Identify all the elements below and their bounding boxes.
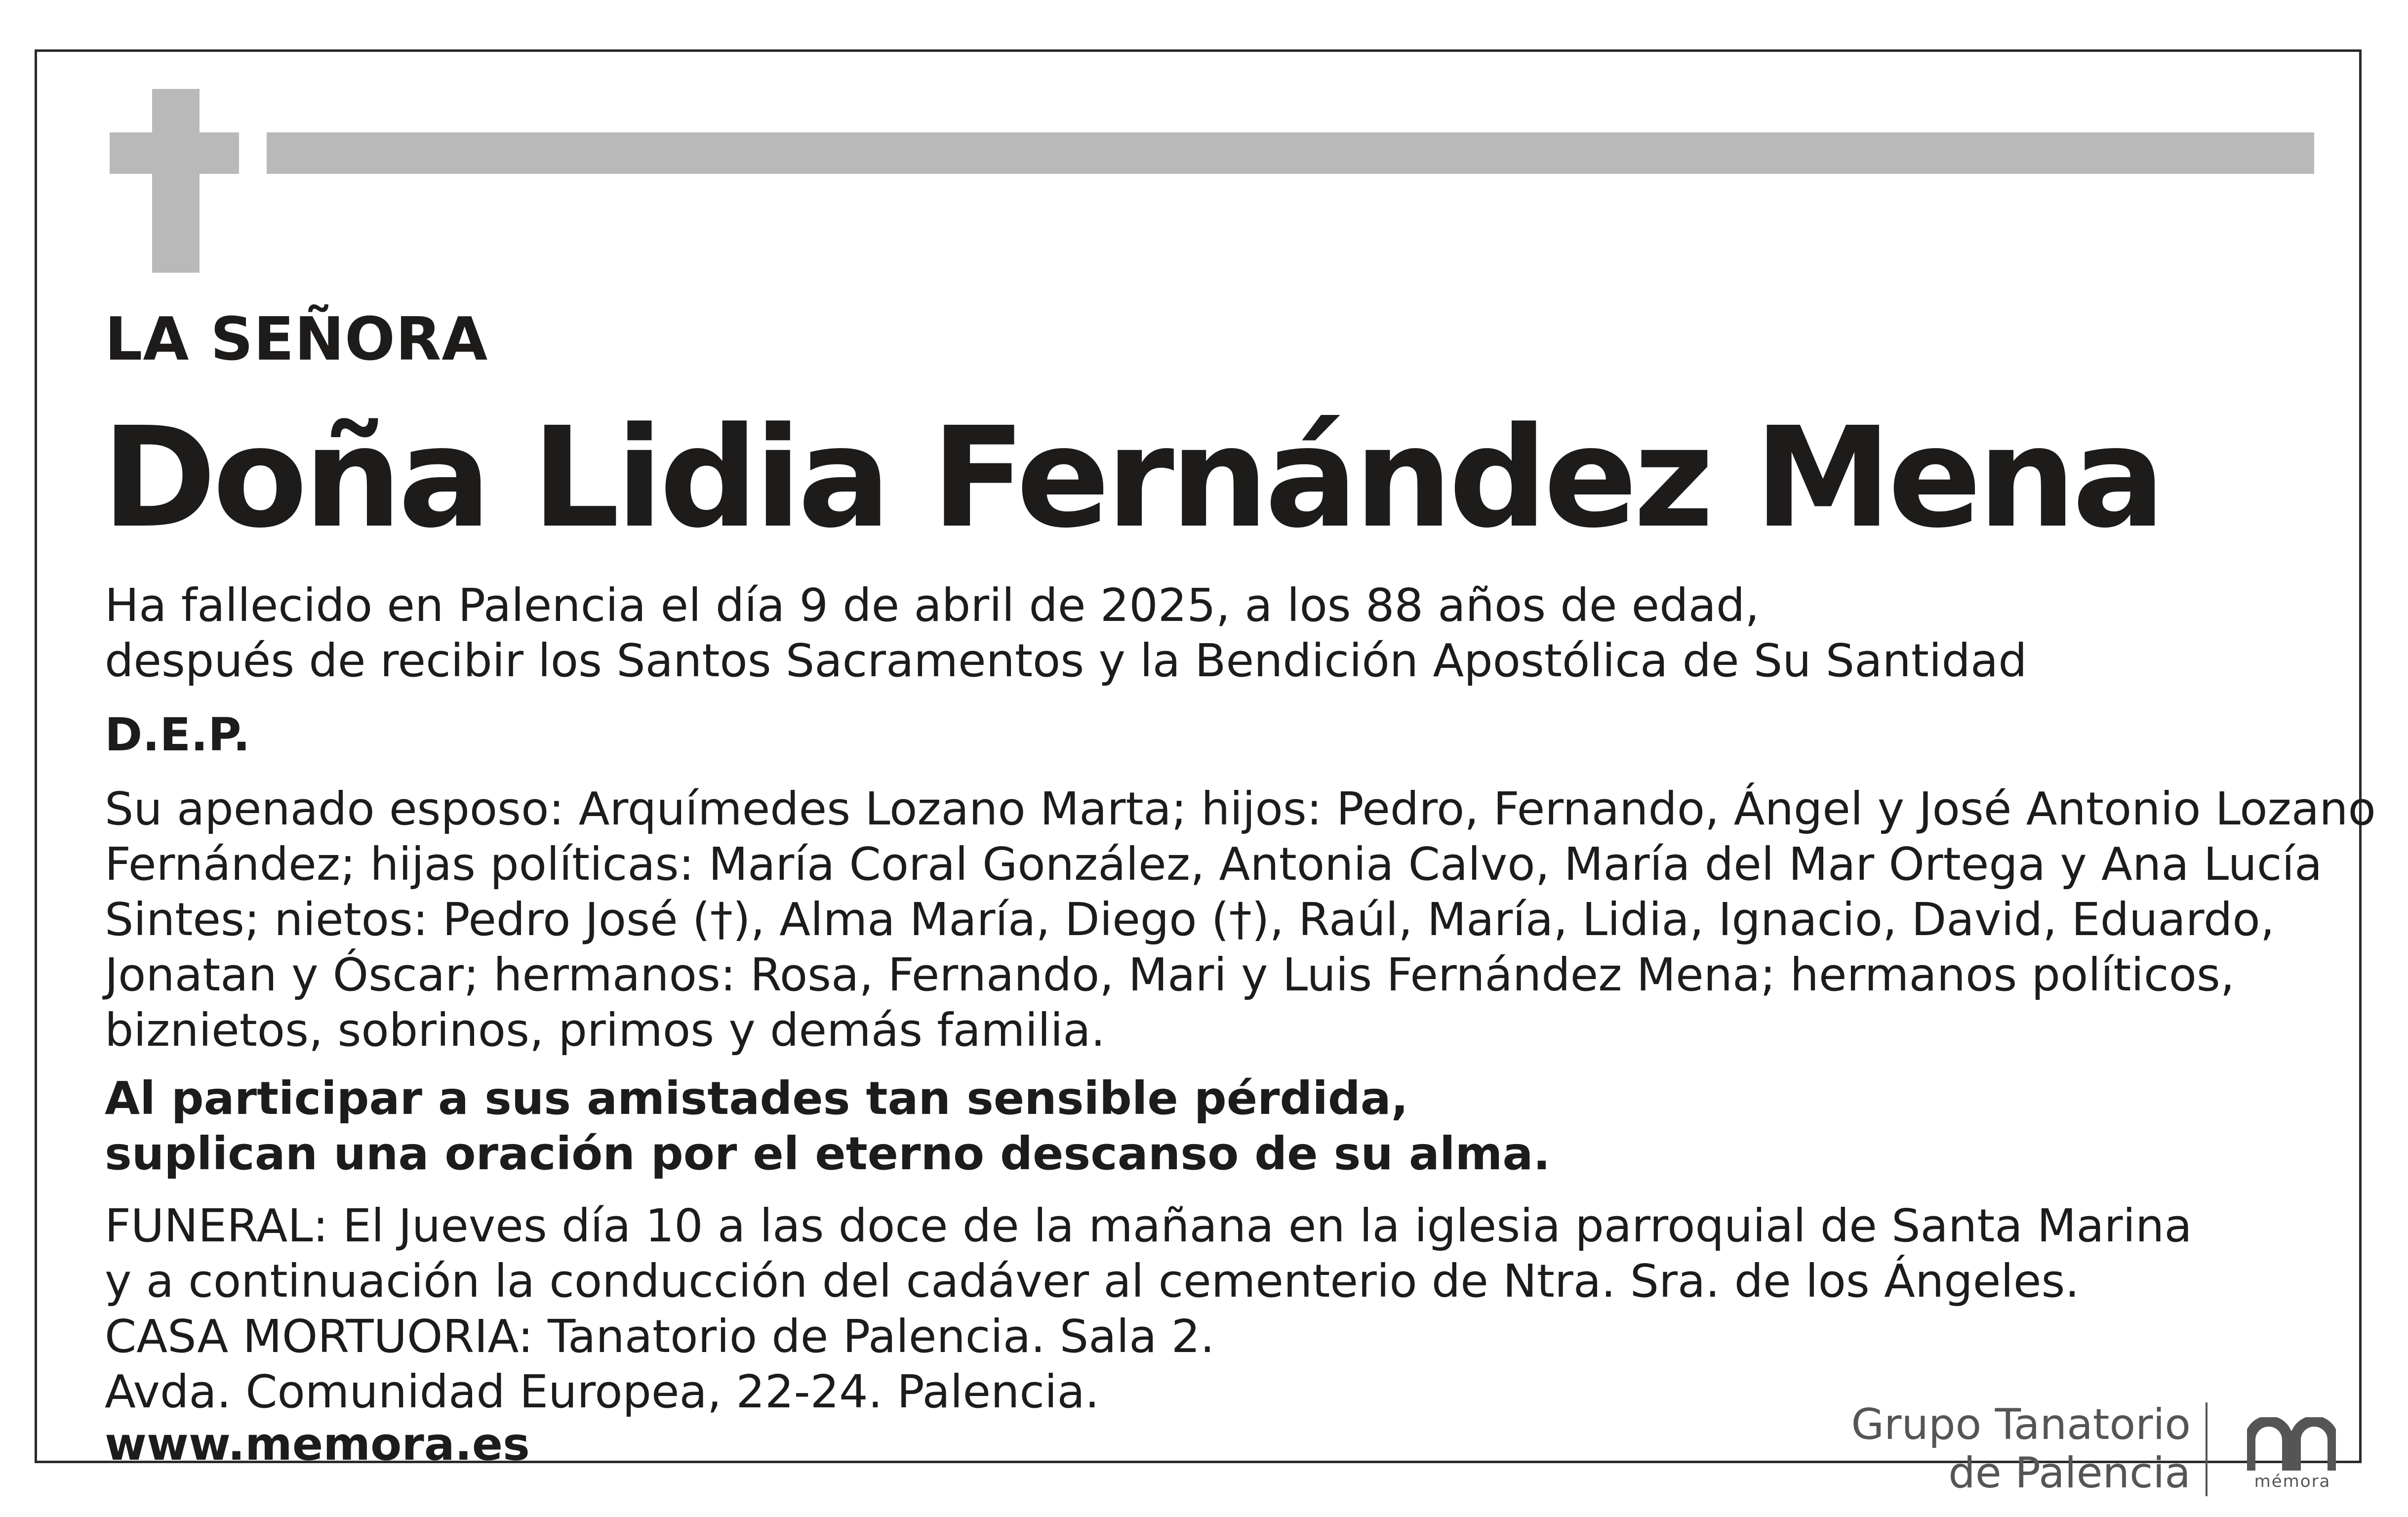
funeral-line: Avda. Comunidad Europea, 22-24. Palencia. (105, 1365, 1100, 1418)
deceased-name: Doña Lidia Fernández Mena (102, 398, 2162, 559)
death-info-line: después de recibir los Santos Sacramentos y la Bendición Apostólica de Su Santidad (105, 634, 2027, 687)
memora-logo (1851, 1400, 2354, 1498)
family-line: Sintes; nietos: Pedro José (†), Alma María, Diego (†), Raúl, María, Lidia, Ignacio, David, Eduardo, (105, 893, 2275, 946)
funeral-line: CASA MORTUORIA: Tanatorio de Palencia. Sala 2. (105, 1310, 1215, 1363)
funeral-line: y a continuación la conducción del cadáver al cementerio de Ntra. Sra. de los Ángeles. (105, 1255, 2080, 1308)
family-line: Su apenado esposo: Arquímedes Lozano Marta; hijos: Pedro, Fernando, Ángel y José Antonio Lozano (105, 782, 2376, 835)
death-info-line: Ha fallecido en Palencia el día 9 de abril de 2025, a los 88 años de edad, (105, 579, 1760, 632)
family-line: biznietos, sobrinos, primos y demás familia. (105, 1004, 1105, 1057)
logo-wordmark: mémora (2254, 1472, 2331, 1491)
memora-m-icon (2247, 1417, 2336, 1472)
title-prefix: LA SEÑORA (105, 305, 488, 374)
death-info (105, 578, 2027, 689)
funeral-info (105, 1198, 2192, 1420)
funeral-line: FUNERAL: El Jueves día 10 a las doce de la mañana en la iglesia parroquial de Santa Marina (105, 1199, 2192, 1252)
cross-icon (152, 89, 200, 273)
logo-line: Grupo Tanatorio (1851, 1400, 2191, 1449)
appeal-line: Al participar a sus amistades tan sensible pérdida, (105, 1072, 1408, 1125)
appeal (105, 1071, 1550, 1182)
family-list (105, 781, 2376, 1058)
logo-line: de Palencia (1948, 1448, 2191, 1498)
family-line: Fernández; hijas políticas: María Coral González, Antonia Calvo, María del Mar Ortega y Ana Lucía (105, 838, 2323, 891)
logo-divider (2206, 1402, 2207, 1496)
rip-label: D.E.P. (105, 708, 250, 761)
website-link[interactable]: www.memora.es (105, 1418, 530, 1471)
header-rule (267, 132, 2314, 174)
logo-text (1851, 1400, 2191, 1497)
family-line: Jonatan y Óscar; hermanos: Rosa, Fernando, Mari y Luis Fernández Mena; hermanos políticos, (105, 948, 2235, 1001)
cross-icon-arm (110, 132, 239, 174)
appeal-line: suplican una oración por el eterno descanso de su alma. (105, 1127, 1551, 1180)
